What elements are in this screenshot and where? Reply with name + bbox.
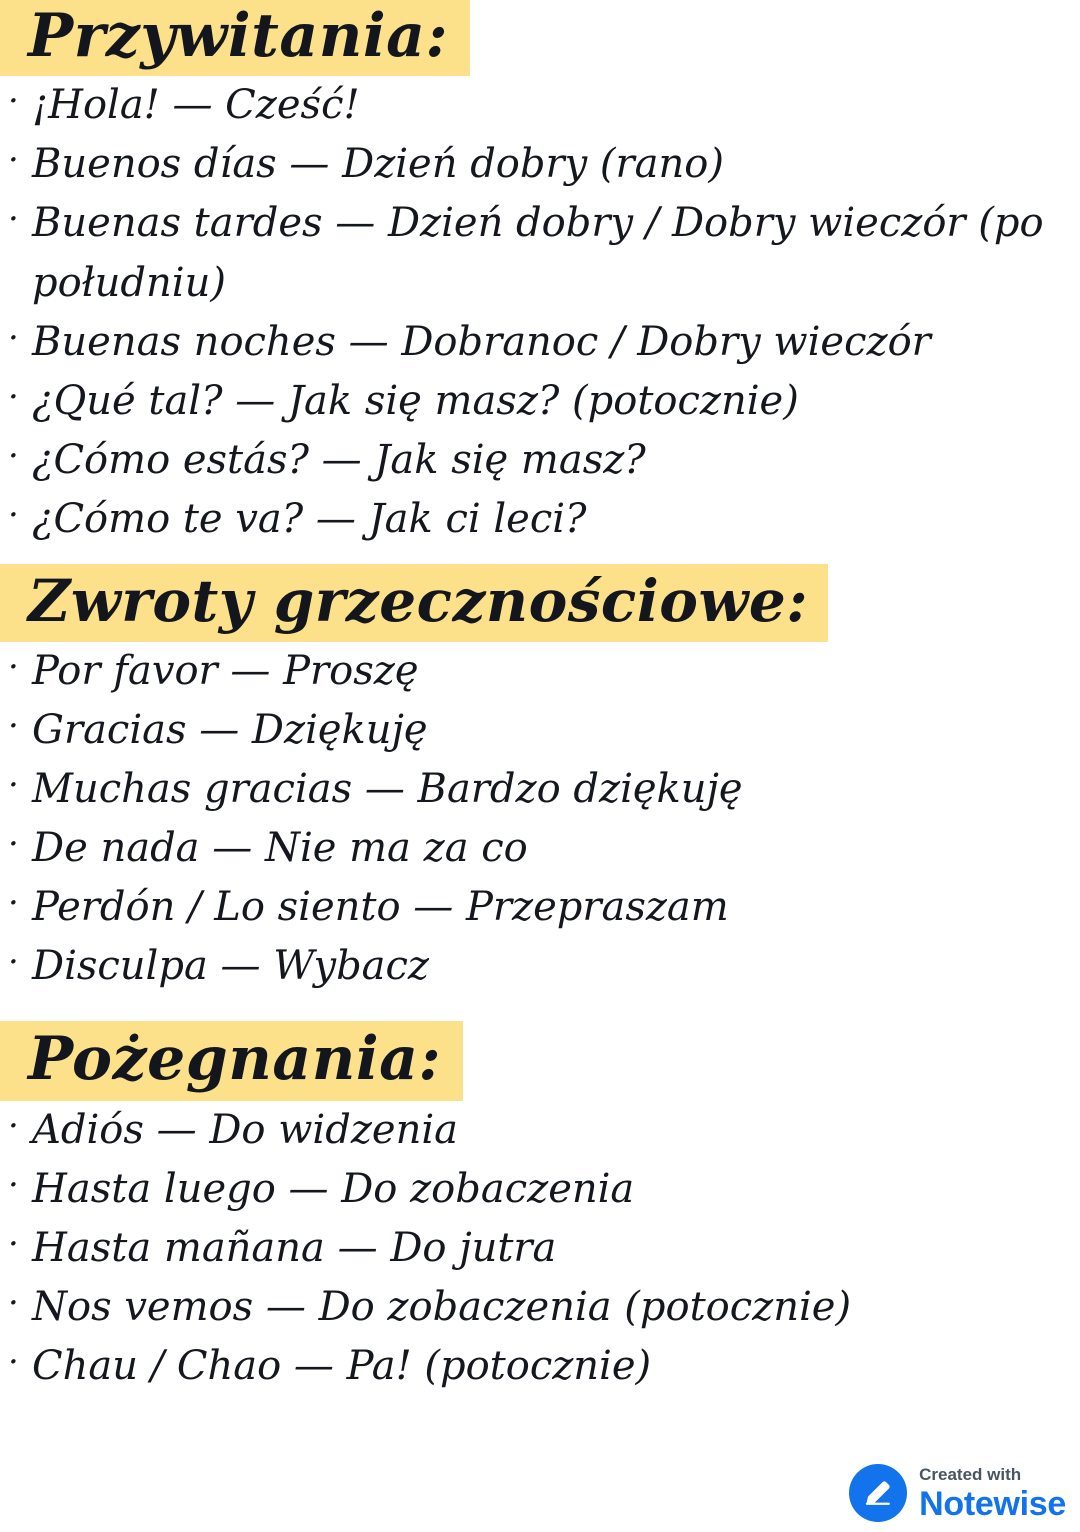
- bullet-icon: ·: [8, 764, 19, 805]
- list-item-text: Buenas tardes — Dzień dobry / Dobry wieczór (po południu): [32, 200, 1044, 306]
- section-heading-polite-wrap: [0, 564, 1080, 642]
- spacer: [0, 997, 1080, 1021]
- list-item-text: Buenos días — Dzień dobry (rano): [32, 141, 724, 188]
- list-item: [0, 760, 1080, 819]
- pen-circle-icon: [849, 1464, 907, 1522]
- list-item-text: Gracias — Dziękuję: [32, 706, 428, 753]
- section-heading-polite: Zwroty grzecznościowe:: [0, 564, 828, 642]
- list-item: [0, 642, 1080, 701]
- list-item-text: Hasta mañana — Do jutra: [32, 1225, 557, 1271]
- list-item-text: Nos vemos — Do zobaczenia (potocznie): [32, 1284, 852, 1331]
- list-item: [0, 135, 1080, 194]
- bullet-icon: ·: [8, 376, 19, 417]
- bullet-icon: ·: [8, 199, 19, 240]
- list-item: [0, 194, 1080, 312]
- list-item-text: ¿Cómo te va? — Jak ci leci?: [32, 496, 587, 543]
- list-item: [0, 313, 1080, 372]
- list-item-text: Disculpa — Wybacz: [32, 943, 429, 990]
- list-item: [0, 1160, 1080, 1219]
- list-item-text: ¿Qué tal? — Jak się masz? (potocznie): [32, 377, 799, 424]
- list-item: [0, 1101, 1080, 1160]
- bullet-icon: ·: [8, 942, 19, 983]
- list-item-text: Perdón / Lo siento — Przepraszam: [32, 884, 729, 931]
- bullet-icon: ·: [8, 705, 19, 746]
- list-item-text: ¡Hola! — Cześć!: [32, 82, 360, 128]
- list-item: [0, 937, 1080, 996]
- bullet-icon: ·: [8, 436, 19, 477]
- bullet-icon: ·: [8, 495, 19, 536]
- greetings-list: [0, 76, 1080, 550]
- list-item: [0, 878, 1080, 937]
- list-item: [0, 76, 1080, 135]
- polite-list: [0, 642, 1080, 997]
- list-item: [0, 819, 1080, 878]
- bullet-icon: ·: [8, 81, 19, 121]
- bullet-icon: ·: [8, 883, 19, 924]
- farewell-list: [0, 1101, 1080, 1397]
- spacer: [0, 550, 1080, 564]
- list-item: [0, 490, 1080, 549]
- list-item: [0, 1278, 1080, 1337]
- list-item-text: Chau / Chao — Pa! (potocznie): [32, 1343, 652, 1390]
- list-item-text: Adiós — Do widzenia: [32, 1106, 458, 1153]
- bullet-icon: ·: [8, 1105, 19, 1146]
- list-item: [0, 1337, 1080, 1396]
- bullet-icon: ·: [8, 824, 19, 865]
- badge-brand-name: Notewise: [919, 1484, 1066, 1523]
- list-item: [0, 431, 1080, 490]
- badge-text: [919, 1466, 1066, 1521]
- list-item-text: Buenas noches — Dobranoc / Dobry wieczór: [32, 318, 931, 365]
- badge-created-label: Created with: [919, 1464, 1022, 1484]
- list-item-text: Hasta luego — Do zobaczenia: [32, 1165, 635, 1212]
- section-heading-greetings: Przywitania:: [0, 0, 470, 76]
- section-heading-farewell-wrap: [0, 1021, 1080, 1101]
- list-item-text: ¿Cómo estás? — Jak się masz?: [32, 437, 646, 484]
- list-item: [0, 701, 1080, 760]
- list-item: [0, 372, 1080, 431]
- bullet-icon: ·: [8, 1164, 19, 1205]
- bullet-icon: ·: [8, 1342, 19, 1383]
- section-heading-farewell: Pożegnania:: [0, 1021, 463, 1101]
- bullet-icon: ·: [8, 646, 19, 687]
- bullet-icon: ·: [8, 317, 19, 358]
- section-heading-greetings-wrap: [0, 0, 1080, 76]
- list-item: [0, 1219, 1080, 1278]
- bullet-icon: ·: [8, 1283, 19, 1324]
- notewise-badge[interactable]: [849, 1464, 1066, 1522]
- list-item-text: Muchas gracias — Bardzo dziękuję: [32, 765, 743, 812]
- bullet-icon: ·: [8, 1224, 19, 1264]
- bullet-icon: ·: [8, 140, 19, 181]
- list-item-text: Por favor — Proszę: [32, 647, 419, 694]
- list-item-text: De nada — Nie ma za co: [32, 825, 528, 872]
